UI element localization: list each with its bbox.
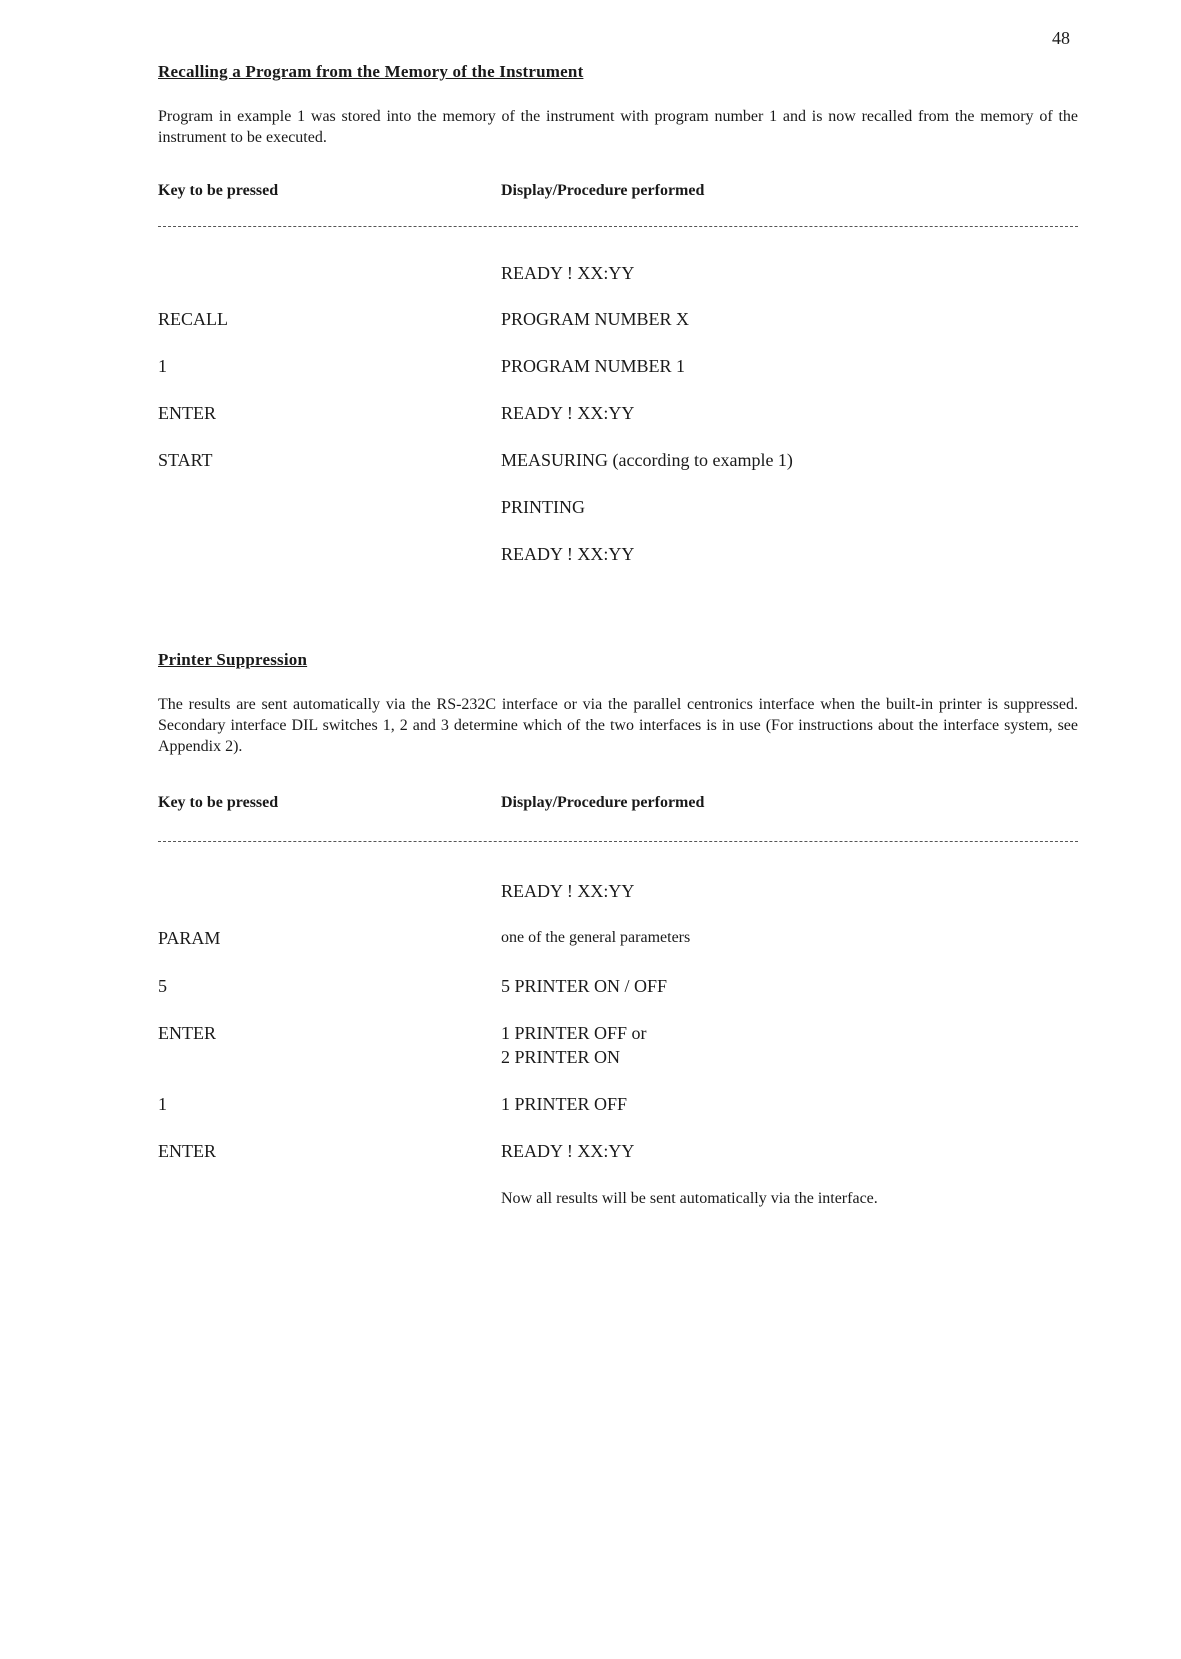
key-cell: RECALL [158, 309, 228, 329]
display-cell: READY ! XX:YY [501, 881, 635, 901]
display-cell: 2 PRINTER ON [501, 1047, 621, 1067]
intro-paragraph: Program in example 1 was stored into the memory of the instrument with program number 1 and is now recalled from the memory of the instrument to be executed. [158, 108, 1078, 146]
footer-note: Now all results will be sent automatically via the interface. [501, 1190, 878, 1207]
page-number: 48 [1052, 28, 1070, 48]
header-display: Display/Procedure performed [501, 794, 705, 811]
display-cell: 1 PRINTER OFF or [501, 1023, 647, 1043]
display-cell: READY ! XX:YY [501, 1141, 635, 1161]
key-cell: 1 [158, 1094, 167, 1114]
display-cell: 5 PRINTER ON / OFF [501, 976, 668, 996]
section-recalling-program [158, 62, 1078, 148]
header-key: Key to be pressed [158, 182, 279, 199]
display-cell: READY ! XX:YY [501, 544, 635, 564]
display-cell: one of the general parameters [501, 929, 691, 946]
display-cell: 1 PRINTER OFF [501, 1094, 628, 1114]
key-cell: 1 [158, 356, 167, 376]
section-title: Recalling a Program from the Memory of the Instrument [158, 62, 584, 81]
key-cell: ENTER [158, 1141, 216, 1161]
header-key: Key to be pressed [158, 794, 279, 811]
key-cell: ENTER [158, 1023, 216, 1043]
key-cell: START [158, 450, 213, 470]
key-cell: 5 [158, 976, 167, 996]
key-cell: PARAM [158, 928, 221, 948]
display-cell: PRINTING [501, 497, 585, 517]
display-cell: PROGRAM NUMBER 1 [501, 356, 686, 376]
display-cell: READY ! XX:YY [501, 403, 635, 423]
intro-paragraph: The results are sent automatically via the RS-232C interface or via the parallel centronics interface when the built-in printer is suppressed. Secondary interface DIL switches 1, 2 and 3 determine which of the two interfaces is in use (For instructions about the interface system, see Appendix 2). [158, 696, 1078, 755]
key-cell: ENTER [158, 403, 216, 423]
display-cell: MEASURING (according to example 1) [501, 450, 793, 470]
section-printer-suppression [158, 650, 1078, 757]
divider [158, 841, 1078, 842]
table-header [158, 182, 1078, 204]
divider [158, 226, 1078, 227]
table-header [158, 794, 1078, 816]
header-display: Display/Procedure performed [501, 182, 705, 199]
display-cell: PROGRAM NUMBER X [501, 309, 690, 329]
section-title: Printer Suppression [158, 650, 308, 669]
display-cell: READY ! XX:YY [501, 263, 635, 283]
